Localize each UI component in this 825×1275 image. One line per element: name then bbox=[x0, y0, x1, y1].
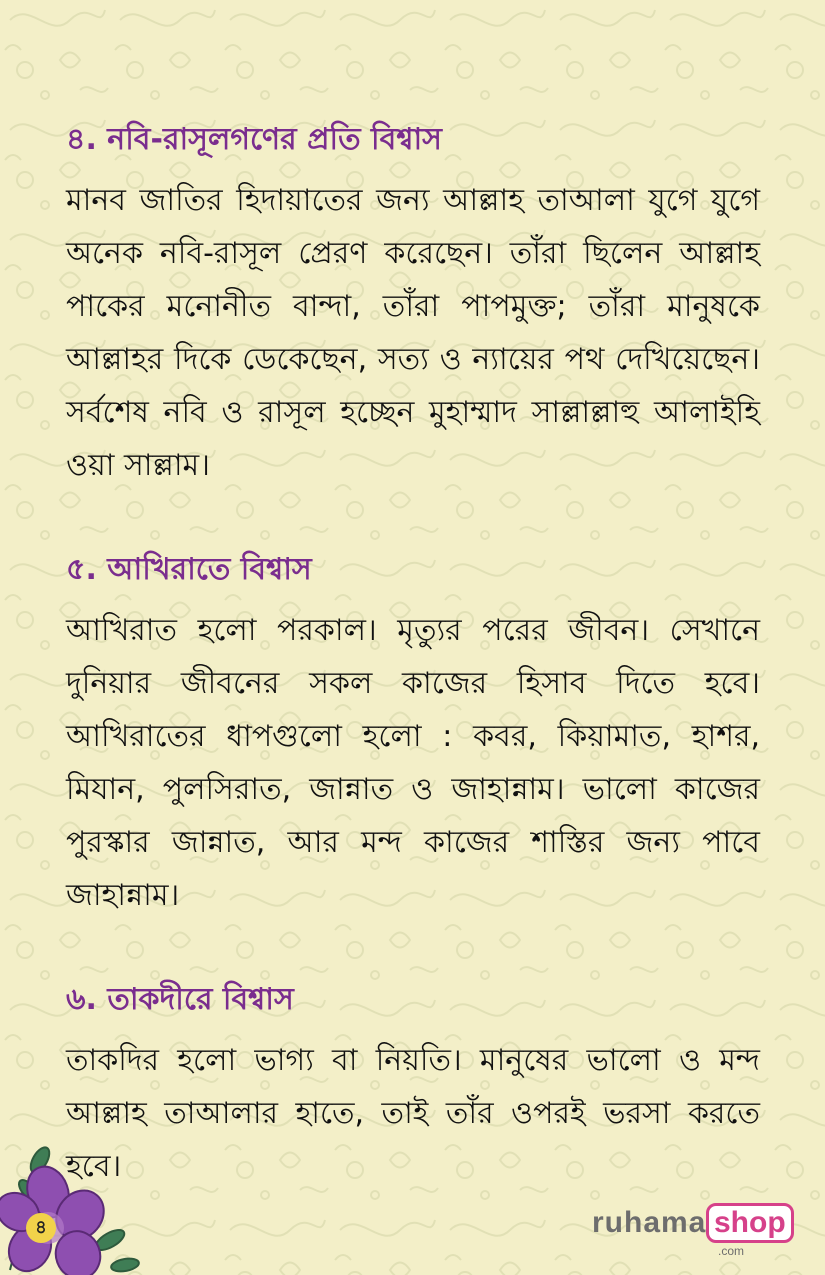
section-heading: ৬. তাকদীরে বিশ্বাস bbox=[66, 982, 294, 1017]
brand-domain: .com bbox=[718, 1244, 745, 1258]
flower-decoration-icon bbox=[0, 1130, 150, 1275]
section-akhirah bbox=[66, 548, 760, 922]
brand-logo bbox=[592, 1206, 792, 1256]
page-number: ৪ bbox=[26, 1213, 56, 1243]
section-heading: ৫. আখিরাতে বিশ্বাস bbox=[66, 552, 312, 587]
section-prophets bbox=[66, 118, 760, 492]
brand-name: ruhama bbox=[592, 1206, 707, 1239]
page-content bbox=[66, 118, 760, 1249]
section-heading: ৪. নবি-রাসূলগণের প্রতি বিশ্বাস bbox=[66, 122, 442, 157]
section-body: মানব জাতির হিদায়াতের জন্য আল্লাহ তাআলা যুগে যুগে অনেক নবি-রাসূল প্রেরণ করেছেন। তাঁরা ছিলেন আল্লাহ পাকের মনোনীত বান্দা, তাঁরা পাপমুক্ত; তাঁরা মানুষকে আল্লাহর দিকে ডেকেছেন, সত্য ও ন্যায়ের পথ দেখিয়েছেন। সর্বশেষ নবি ও রাসূল হচ্ছেন মুহাম্মাদ সাল্লাল্লাহু আলাইহি ওয়া সাল্লাম। bbox=[66, 183, 760, 483]
section-body: তাকদির হলো ভাগ্য বা নিয়তি। মানুষের ভালো ও মন্দ আল্লাহ তাআলার হাতে, তাই তাঁর ওপরই ভরসা করতে হবে। bbox=[66, 1043, 760, 1184]
section-body: আখিরাত হলো পরকাল। মৃত্যুর পরের জীবন। সেখানে দুনিয়ার জীবনের সকল কাজের হিসাব দিতে হবে। আখিরাতের ধাপগুলো হলো : কবর, কিয়ামাত, হাশর, মিযান, পুলসিরাত, জান্নাত ও জাহান্নাম। ভালো কাজের পুরস্কার জান্নাত, আর মন্দ কাজের শাস্তির জন্য পাবে জাহান্নাম। bbox=[66, 613, 760, 913]
brand-shop-badge: shop bbox=[706, 1203, 794, 1243]
section-taqdir bbox=[66, 978, 760, 1193]
